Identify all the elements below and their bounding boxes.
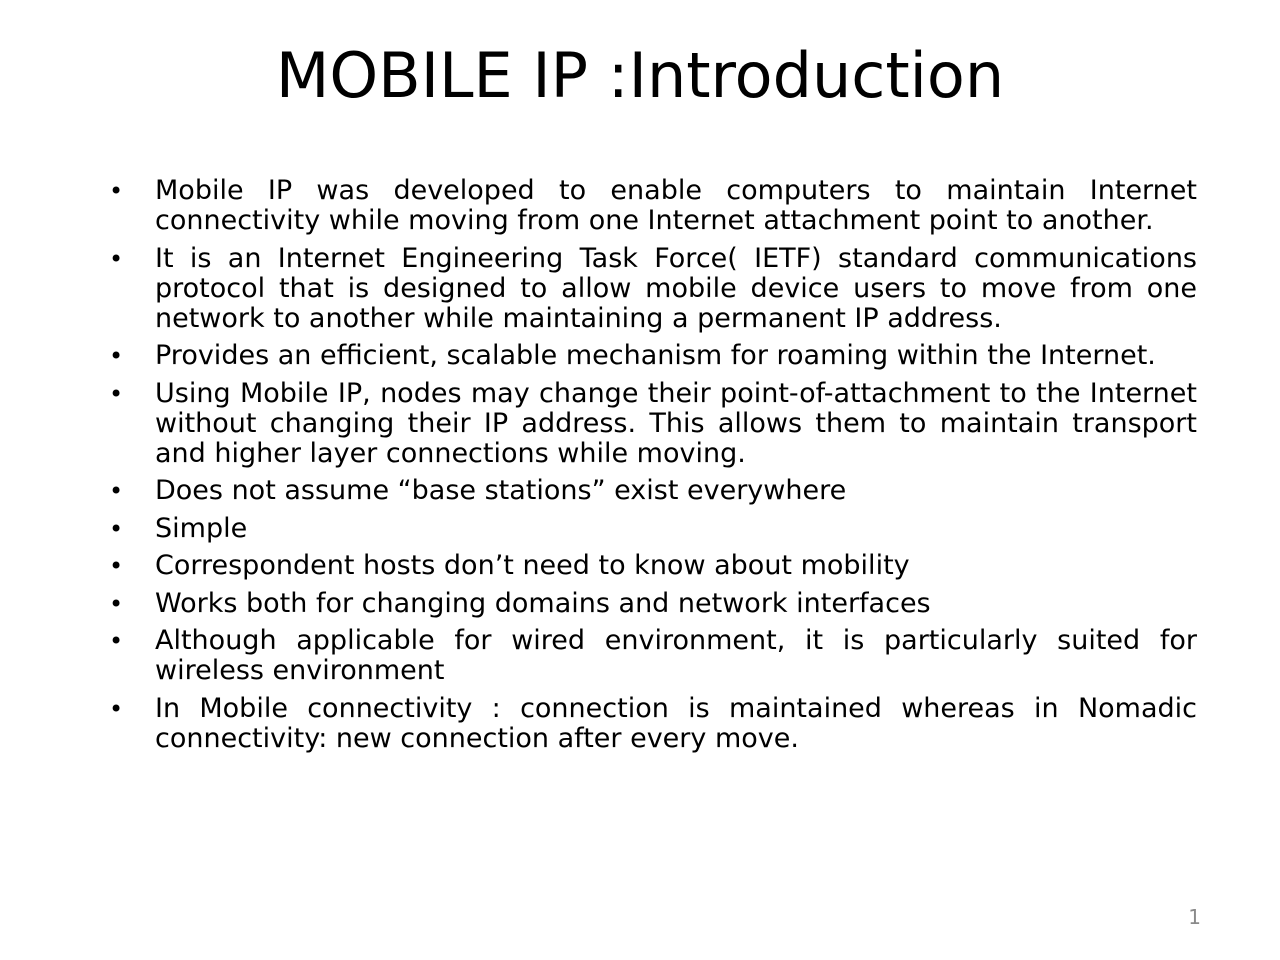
- bullet-icon: •: [109, 342, 124, 370]
- bullet-item: [109, 512, 1197, 544]
- bullet-text: Works both for changing domains and network interfaces: [155, 587, 931, 619]
- bullet-text: Simple: [155, 512, 248, 544]
- bullet-text: Although applicable for wired environment, it is particularly suited for wireless environment: [155, 625, 1197, 686]
- page-number: 1: [1188, 905, 1201, 929]
- bullet-icon: •: [109, 589, 124, 618]
- bullet-icon: •: [109, 244, 124, 273]
- slide-title: MOBILE IP :Introduction: [275, 39, 1005, 112]
- bullet-item: [109, 340, 1197, 371]
- bullet-icon: •: [109, 379, 124, 408]
- bullet-item: [109, 475, 1197, 506]
- bullet-item: [109, 550, 1197, 581]
- bullet-item: [109, 625, 1197, 686]
- bullet-text: In Mobile connectivity : connection is maintained whereas in Nomadic connectivity: new connection after every move.: [155, 692, 1197, 754]
- bullet-text: It is an Internet Engineering Task Force( IETF) standard communications protocol that is designed to allow mobile device users to move from one network to another while maintaining a permanent IP address.: [155, 242, 1197, 334]
- bullet-item: [109, 692, 1197, 754]
- bullet-item: [109, 587, 1197, 619]
- bullet-item: [109, 377, 1197, 469]
- bullet-item: [109, 175, 1197, 236]
- bullet-icon: •: [109, 627, 124, 655]
- bullet-icon: •: [109, 552, 124, 580]
- bullet-icon: •: [109, 694, 124, 723]
- bullet-text: Provides an efficient, scalable mechanism for roaming within the Internet.: [155, 340, 1156, 371]
- bullet-text: Correspondent hosts don’t need to know about mobility: [155, 550, 910, 581]
- bullet-icon: •: [109, 514, 124, 543]
- bullet-list: [109, 175, 1197, 761]
- bullet-icon: •: [109, 477, 124, 505]
- bullet-text: Using Mobile IP, nodes may change their point-of-attachment to the Internet without changing their IP address. This allows them to maintain transport and higher layer connections while moving.: [155, 377, 1197, 469]
- bullet-icon: •: [109, 177, 124, 205]
- bullet-text: Does not assume “base stations” exist everywhere: [155, 475, 847, 506]
- bullet-item: [109, 242, 1197, 334]
- bullet-text: Mobile IP was developed to enable computers to maintain Internet connectivity while moving from one Internet attachment point to another.: [155, 175, 1197, 236]
